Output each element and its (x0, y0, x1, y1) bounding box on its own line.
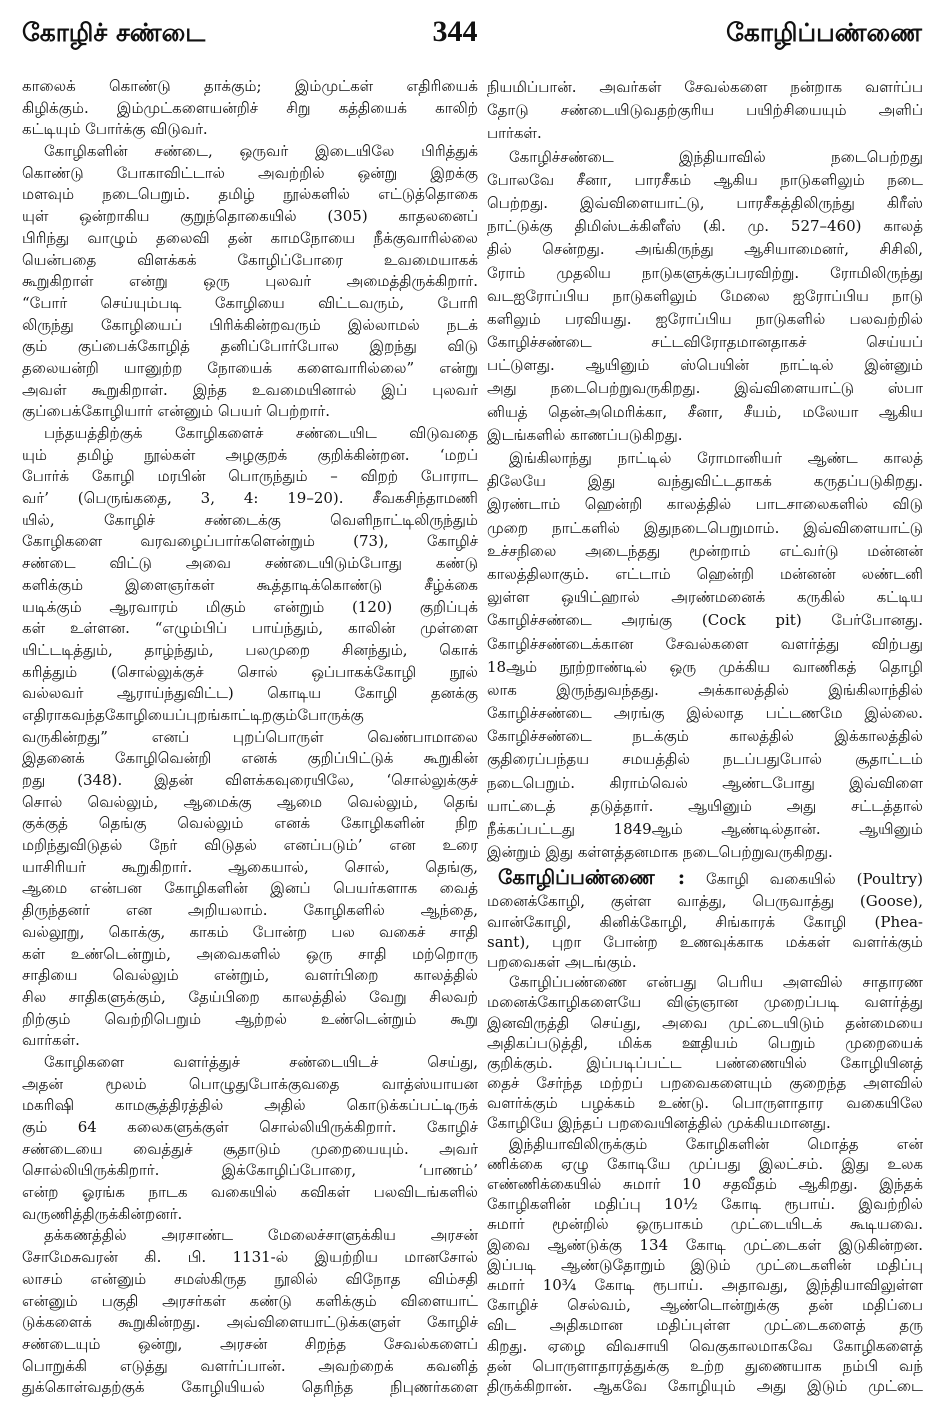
running-head-right: கோழிப்பண்ணை (726, 18, 922, 47)
text-line: நீக்கப்பட்டது 1849ஆம் ஆண்டில்தான். ஆயினும் (487, 820, 923, 838)
text-line: யும் தமிழ் நூல்கள் அழகுறக் குறிக்கின்றன. ‘மறப் (22, 445, 478, 464)
text-line: சாதியை வெல்லும் என்றும், வளர்பிறை காலத்தில் (22, 966, 478, 985)
text-line: சொல்லியிருக்கிறார். இக்கோழிப்போரை, ‘பாணம்’ (22, 1161, 478, 1180)
text-line: சொல் வெல்லும், ஆமைக்கு ஆமை வெல்லும், தெங் (22, 792, 478, 811)
text-line: கோழிச்சண்டை அரங்கு (Cock pit) பேர்போனது. (487, 611, 923, 630)
text-line: பறவைகள் அடங்கும். (487, 952, 637, 971)
text-line: என்னும் பகுதி அரசர்கள் கண்டு களிக்கும் விளையாட் (22, 1291, 478, 1310)
text-line: மனைக்கோழிகளையே விஞ்ஞான முறைப்படி வளர்த்து (487, 993, 923, 1012)
text-line: திலேயே இது வந்துவிட்டதாகக் கருதப்படுகிறது. (487, 472, 923, 491)
text-line: கும் 64 கலைகளுக்குள் சொல்லியிருக்கிறார். கோழிச் (22, 1118, 478, 1136)
text-line: கோழிச்சண்டை இந்தியாவில் நடைபெற்றது (509, 147, 923, 166)
text-line: அதன் மூலம் பொழுதுபோக்குவதை வாத்ஸ்யாயன (22, 1074, 478, 1093)
text-line: விட அதிகமான மதிப்புள்ள முட்டைகளைத் தரு (487, 1316, 923, 1335)
text-line: நாட்டுக்கு திமிஸ்டக்கிளீஸ் (கி. மு. 527–460) காலத் (487, 217, 923, 236)
text-line: தன் பொருளாதாரத்துக்கு உற்ற துணையாக நம்பி வந் (487, 1356, 923, 1375)
text-line: அவள் கூறுகிறாள். இந்த உவமையினால் இப் புலவர் (22, 380, 478, 399)
text-line: யுள் ஒன்றாகிய குறுந்தொகையில் (305) காதலனைப் (22, 207, 478, 226)
text-line: துக்கொள்வதற்குக் கோழியியல் தெரிந்த நிபுணர்களை (22, 1378, 478, 1397)
text-line: சண்டையை வைத்துச் சூதாடும் முறையையும். அவர் (22, 1139, 478, 1158)
left-column (22, 76, 478, 1399)
paragraph (22, 423, 478, 1052)
text-line: இந்தியாவிலிருக்கும் கோழிகளின் மொத்த என் (509, 1134, 923, 1153)
text-line: சுமார் 10¾ கோடி ரூபாய். அதாவது, இந்தியாவிலுள்ள (487, 1275, 923, 1294)
text-line: உச்சநிலை அடைந்தது மூன்றாம் எட்வர்டு மன்னன் (487, 541, 923, 560)
text-line: குப்பைக்கோழியார் என்னும் பெயர் பெற்றார். (22, 402, 330, 421)
text-line: களிலும் பரவியது. ஐரோப்பிய நாடுகளில் பலவற்றில் (487, 309, 923, 328)
text-line: குதிரைப்பந்தய சமயத்தில் நடப்பதுபோல் சூதாட்டம் (487, 750, 923, 769)
text-line: சண்டையும் ஒன்று, அரசன் சிறந்த சேவல்களைப் (22, 1334, 478, 1353)
text-line: வளர்க்கும் பழக்கம் உண்டு. பொருளாதார வகையிலே (487, 1094, 923, 1113)
text-line: பந்தயத்திற்குக் கோழிகளைச் சண்டையிட விடுவதை (44, 424, 478, 442)
text-line: தோடு சண்டையிடுவதற்குரிய பயிற்சியையும் அளிப் (487, 101, 923, 120)
text-line: யாசிரியர் கூறுகிறார். ஆகையால், சொல், தெங்கு, (22, 857, 478, 876)
text-line: சோமேசுவரன் கி. பி. 1131-ல் இயற்றிய மானசோல் (22, 1248, 478, 1267)
text-line: லாசம் என்னும் சமஸ்கிருத நூலில் விநோத விம்சதி (22, 1269, 478, 1288)
text-line: வல்லவர் ஆராய்ந்துவிட்ட) கொடிய கோழி தனக்கு (22, 684, 478, 703)
text-line: கள் உண்டென்றும், அவைகளில் ஒரு சாதி மற்றொரு (22, 944, 478, 963)
text-line: தக்கணத்தில் அரசாண்ட மேலைச்சாளுக்கிய அரசன் (44, 1226, 478, 1245)
text-line: றிற்கும் வெற்றிபெறும் ஆற்றல் உண்டென்றும் கூறு (22, 1009, 478, 1028)
text-line: யாட்டைத் தடுத்தார். ஆயினும் அது சட்டத்தால் (487, 796, 923, 815)
new-entry (487, 864, 923, 1396)
text-line: யில், கோழிச் சண்டைக்கு வெளிநாட்டிலிருந்தும் (22, 510, 478, 529)
text-line: வார்கள். (22, 1031, 80, 1050)
text-line: அதிகப்படுத்தி, மிக்க ஊதியம் பெறும் முறையைக் (487, 1033, 923, 1052)
text-line: காலத்திலாகும். எட்டாம் ஹென்றி மன்னன் லண்டனி (487, 564, 923, 583)
text-line: குறிக்கும். இப்படிப்பட்ட பண்ணையில் கோழியினத் (487, 1053, 923, 1072)
text-line: இதனைக் கோழிவென்றி எனக் குறிப்பிட்டுக் கூறுகின் (22, 749, 478, 768)
paragraph (487, 146, 923, 447)
text-line: சில சாதிகளுக்கும், தேய்பிறை காலத்தில் வேறு சிலவற் (22, 987, 478, 1006)
text-line: கோழிச் செல்வம், ஆண்டொன்றுக்கு தன் மதிப்பை (487, 1296, 923, 1315)
text-line: றது (348). இதன் விளக்கவுரையிலே, ‘சொல்லுக்குச் (22, 771, 478, 789)
text-line: அது நடைபெற்றுவருகிறது. இவ்விளையாட்டு ஸ்பா (487, 379, 923, 398)
text-line: கொண்டு போகாவிட்டால் அவற்றில் ஒன்று இறக்கு (22, 163, 478, 182)
text-line: தைச் சேர்ந்த மற்றப் பறவைகளையும் குறைந்த அளவில் (487, 1074, 923, 1093)
text-line: எதிராகவந்தகோழியைப்புறங்காட்டிறகும்போருக்கு (22, 705, 364, 724)
text-line: கோழிச்சண்டை சட்டவிரோதமானதாகச் செய்யப் (487, 333, 923, 352)
text-line: மறிந்துவிடுதல் நேர் விடுதல் எனப்படும்’ என உரை (22, 836, 478, 855)
text-line: லிருந்து கோழியைப் பிரிக்கின்றவரும் இல்லாமல் நடக் (22, 315, 478, 334)
entry-heading: கோழிப்பண்ணை : (498, 865, 686, 890)
text-line: டுக்களைக் கூறுகின்றது. அவ்விளையாட்டுக்களுள் கோழிச் (22, 1313, 478, 1332)
text-line: என்ற ஓரங்க நாடக வகையில் கவிகள் பலவிடங்களில் (22, 1183, 478, 1202)
text-line: வருணித்திருக்கின்றனர். (22, 1204, 183, 1223)
text-line: கோழிச்சண்டைக்கான சேவல்களை வளர்த்து விற்பது (487, 634, 923, 653)
text-line: திருக்கிறான். ஆகவே கோழியும் அது இடும் முட்டை (487, 1376, 923, 1395)
text-line: “போர் செய்யும்படி கோழியை விட்டவரும், போரி (22, 293, 478, 312)
paragraph (487, 447, 923, 864)
text-line: வான்கோழி, கினிக்கோழி, சிங்காரக் கோழி (Phea- (487, 912, 923, 931)
text-line: சுமார் மூன்றில் ஒருபாகம் முட்டையிடக் கூடியவை. (487, 1215, 923, 1234)
text-line: வல்லூறு, கொக்கு, காகம் போன்ற பல வகைச் சாதி (22, 922, 478, 941)
text-line: களிக்கும் இளைஞர்கள் கூத்தாடிக்கொண்டு சீழ்க்கை (22, 575, 478, 594)
running-head-left: கோழிச் சண்டை (22, 18, 206, 47)
text-line: இங்கிலாந்து நாட்டில் ரோமானியர் ஆண்ட காலத் (509, 449, 923, 467)
text-line: பெற்றது. இவ்விளையாட்டு, பாரசீகத்திலிருந்து கிரீஸ் (487, 193, 923, 212)
text-line: யென்பதை விளக்கக் கோழிப்போரை உவமையாகக் (22, 250, 478, 269)
text-line: இனவிருத்தி செய்து, அவை முட்டையிடும் தன்மையை (487, 1013, 923, 1032)
text-line: இப்படி ஆண்டுதோறும் இடும் முட்டைகளின் மதிப்பு (487, 1255, 923, 1274)
text-line: நடைபெறும். கிராம்வெல் ஆண்டபோது இவ்விளை (487, 773, 923, 792)
text-line: கோழி வகையில் (Poultry) (706, 870, 923, 889)
paragraph (487, 864, 923, 972)
text-line: வருகின்றது” எனப் புறப்பொருள் வெண்பாமாலை (22, 727, 478, 746)
text-line: இரண்டாம் ஹென்றி காலத்தில் பாடசாலைகளில் விடு (487, 495, 923, 514)
text-line: கோழிப்பண்ணை என்பது பெரிய அளவில் சாதாரண (509, 973, 923, 992)
text-line: கோழிகளின் சண்டை, ஒருவர் இடையிலே பிரித்துக் (44, 142, 478, 161)
article-continuation (487, 76, 923, 864)
text-line: கும் குப்பைக்கோழித் தனிப்போர்போல இறந்து விடு (22, 337, 478, 356)
text-line: வர்’ (பெருங்கதை, 3, 4: 19–20). சீவகசிந்தாமணி (22, 489, 478, 508)
text-line: பார்கள். (487, 124, 542, 143)
text-line: போலவே சீனா, பாரசீகம் ஆகிய நாடுகளிலும் நடை (487, 170, 923, 189)
entry-heading-line (487, 864, 923, 891)
text-line: மளவும் நடைபெறும். தமிழ் நூல்களில் எட்டுத்தொகை (22, 185, 478, 204)
paragraph (487, 76, 923, 146)
text-line: கூறுகிறாள் என்று ஒரு புலவர் அமைத்திருக்கிறார். (22, 272, 478, 291)
text-line: முறை நாட்களில் இதுநடைபெறுமாம். இவ்விளையாட்டு (487, 518, 923, 537)
text-line: கட்டியும் போர்க்கு விடுவர். (22, 120, 208, 139)
text-line: கிழிக்கும். இம்முட்களையன்றிச் சிறு கத்தியைக் காலிற் (22, 98, 478, 117)
text-line: கோழிச்சண்டை நடக்கும் காலத்தில் இக்காலத்தில் (487, 727, 923, 746)
text-line: கோழிச்சண்டை அரங்கு இல்லாத பட்டணமே இல்லை. (487, 704, 923, 723)
text-line: தில் சென்றது. அங்கிருந்து ஆசியாமைனர், சிசிலி, (487, 240, 923, 259)
text-line: சண்டை விட்டு அவை சண்டையிடும்போது கண்டு (22, 554, 478, 573)
text-line: பட்டுளது. ஆயினும் ஸ்பெயின் நாட்டில் இன்னும் (487, 356, 923, 375)
text-line: னியத் தென்அமெரிக்கா, சீனா, சீயம், மலேயா ஆகிய (487, 402, 923, 421)
text-line: இன்றும் இது கள்ளத்தனமாக நடைபெற்றுவருகிறது. (487, 843, 833, 862)
text-line: லாக இருந்துவந்தது. அக்காலத்தில் இங்கிலாந்தில் (487, 680, 923, 699)
paragraph (22, 1225, 478, 1399)
text-line: யிட்டடித்தும், தாழ்ந்தும், பலமுறை சினந்தும், கொக் (22, 640, 478, 659)
paragraph (22, 141, 478, 423)
page-number: 344 (432, 15, 478, 48)
text-line: லுள்ள ஒயிட்ஹால் அரண்மனைக் கருகில் கட்டிய (487, 588, 923, 607)
paragraph (22, 76, 478, 141)
text-line: திருந்தனர் என அறியலாம். கோழிகளில் ஆந்தை, (22, 901, 478, 920)
text-line: நியமிப்பான். அவர்கள் சேவல்களை நன்றாக வளர்ப்ப (487, 78, 923, 96)
text-line: ஆமை என்பன கோழிகளின் இனப் பெயர்களாக வைத் (22, 879, 478, 898)
text-line: கிறது. ஏழை விவசாயி வெகுகாலமாகவே கோழிகளைத் (487, 1336, 923, 1355)
text-line: தலையன்றி யானுற்ற நோயைக் களைவாரில்லை” என்று (22, 358, 478, 377)
text-line: காலைக் கொண்டு தாக்கும்; இம்முட்கள் எதிரியைக் (22, 77, 478, 95)
text-line: வடஐரோப்பிய நாடுகளிலும் மேலை ஐரோப்பிய நாடு (487, 286, 923, 305)
text-line: போர்க் கோழி மரபின் பொருந்தும் – விறற் போராட (22, 467, 478, 486)
text-line: பொறுக்கி எடுத்து வளர்ப்பான். அவற்றைக் கவனித் (22, 1356, 478, 1375)
text-line: கோழிகளை வரவழைப்பார்களென்றும் (73), கோழிச் (22, 532, 478, 551)
text-line: மகரிஷி காமசூத்திரத்தில் அதில் கொடுக்கப்பட்டிருக் (22, 1096, 478, 1115)
text-line: கோழிகளின் மதிப்பு 10½ கோடி ரூபாய். இவற்றில் (487, 1195, 923, 1214)
paragraph (487, 1134, 923, 1396)
text-line: கோழிகளை வளர்த்துச் சண்டையிடச் செய்து, (44, 1052, 478, 1071)
text-line: குக்குத் தெங்கு வெல்லும் எனக் கோழிகளின் நிற (22, 814, 478, 833)
text-line: கோழியே இந்தப் பறவையினத்தில் முக்கியமானது. (487, 1114, 831, 1133)
paragraph (487, 972, 923, 1134)
text-line: பிரிந்து வாழும் தலைவி தன் காமநோயை நீக்குவாரில்லை (22, 228, 478, 247)
text-line: 18ஆம் நூற்றாண்டில் ஒரு முக்கிய வாணிகத் தொழி (487, 657, 923, 676)
text-line: மனைக்கோழி, குள்ள வாத்து, பெருவாத்து (Goose), (487, 892, 923, 911)
text-line: sant), புறா போன்ற உணவுக்காக மக்கள் வளர்க்கும் (487, 932, 923, 951)
text-line: ணிக்கை ஏழு கோடியே முப்பது இலட்சம். இது உலக (487, 1154, 923, 1173)
text-line: கரித்தும் (சொல்லுக்குச் சொல் ஒப்பாகக்கோழி நூல் (22, 662, 478, 681)
paragraph (22, 1052, 478, 1226)
text-line: இவை ஆண்டுக்கு 134 கோடி முட்டைகள் இடுகின்றன. (487, 1235, 923, 1254)
right-column (487, 76, 923, 1396)
text-line: ரோம் முதலிய நாடுகளுக்குப்பரவிற்று. ரோமிலிருந்து (487, 263, 923, 282)
text-line: யடிக்கும் ஆரவாரம் மிகும் என்றும் (120) குறிப்புக் (22, 597, 478, 616)
text-line: இடங்களில் காணப்படுகிறது. (487, 425, 683, 444)
text-line: எண்ணிக்கையில் சுமார் 10 சதவீதம் ஆகிறது. இந்தக் (487, 1175, 923, 1193)
text-line: கள் உள்ளன. “எழும்பிப் பாய்ந்தும், காலின் முள்ளை (22, 619, 478, 638)
